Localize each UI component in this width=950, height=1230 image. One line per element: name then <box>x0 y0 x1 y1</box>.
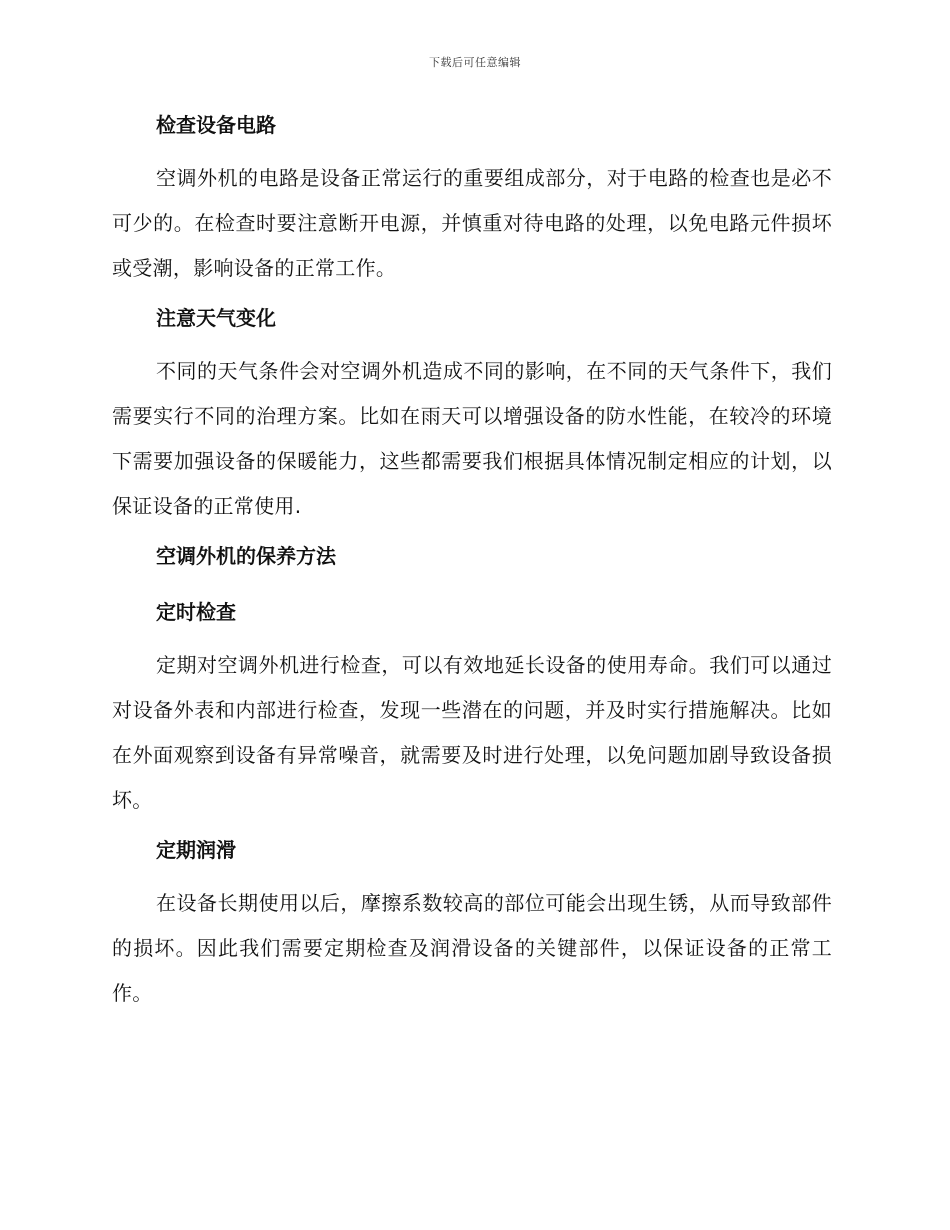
section-heading-circuit: 检查设备电路 <box>156 113 276 137</box>
section-heading-inspection: 定时检查 <box>156 600 236 624</box>
section-heading-maintenance: 空调外机的保养方法 <box>156 544 336 568</box>
section-heading-weather: 注意天气变化 <box>156 306 276 330</box>
section-paragraph-circuit: 空调外机的电路是设备正常运行的重要组成部分，对于电路的检查也是必不可少的。在检查时要注意断开电源，并慎重对待电路的处理，以免电路元件损坏或受潮，影响设备的正常工作。 <box>112 166 832 280</box>
section-paragraph-inspection: 定期对空调外机进行检查，可以有效地延长设备的使用寿命。我们可以通过对设备外表和内部进行检查，发现一些潜在的问题，并及时实行措施解决。比如在外面观察到设备有异常噪音，就需要及时进行处理，以免问题加剧导致设备损坏。 <box>112 653 832 812</box>
page-header: 下载后可任意编辑 <box>429 56 521 69</box>
section-paragraph-lubrication: 在设备长期使用以后，摩擦系数较高的部位可能会出现生锈，从而导致部件的损坏。因此我们需要定期检查及润滑设备的关键部件，以保证设备的正常工作。 <box>112 891 832 1005</box>
section-paragraph-weather: 不同的天气条件会对空调外机造成不同的影响，在不同的天气条件下，我们需要实行不同的治理方案。比如在雨天可以增强设备的防水性能，在较冷的环境下需要加强设备的保暖能力，这些都需要我们根据具体情况制定相应的计划，以保证设备的正常使用. <box>112 359 832 518</box>
document-body <box>112 108 832 1016</box>
section-heading-lubrication: 定期润滑 <box>156 838 236 862</box>
